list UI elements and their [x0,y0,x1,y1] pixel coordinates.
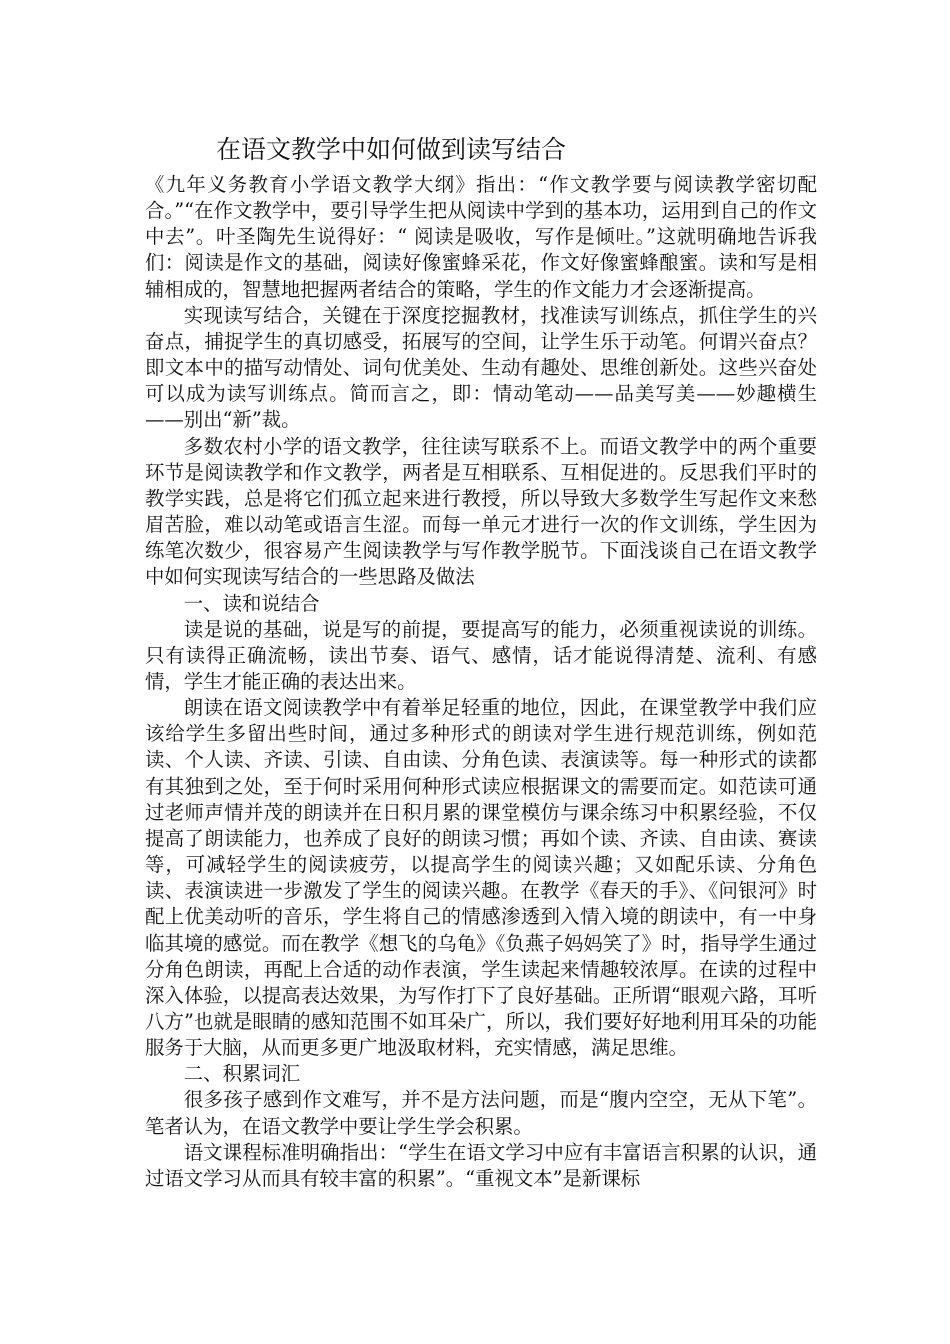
key-points-paragraph: 实现读写结合，关键在于深度挖掘教材，找准读写训练点，抓住学生的兴奋点，捕捉学生的真切感受，拓展写的空间，让学生乐于动笔。何谓兴奋点？即文本中的描写动情处、词句优美处、生动有趣处、思维创新处。这些兴奋处可以成为读写训练点。简而言之，即：情动笔动——品美写美——妙趣横生——别出“新”裁。 [145,303,817,432]
document-title: 在语文教学中如何做到读写结合 [216,135,567,164]
intro-paragraph: 《九年义务教育小学语文教学大纲》指出：“作文教学要与阅读教学密切配合。”“在作文教学中，要引导学生把从阅读中学到的基本功，运用到自己的作文中去”。叶圣陶先生说得好：“ 阅读是吸收，写作是倾吐。”这就明确地告诉我们：阅读是作文的基础，阅读好像蜜蜂采花，作文好像蜜蜂酿蜜。读和写是相辅相成的，智慧地把握两者结合的策略，学生的作文能力才会逐渐提高。 [145,173,817,301]
section2-paragraph-2: 语文课程标准明确指出：“学生在语文学习中应有丰富语言积累的认识，通过语文学习从而具有较丰富的积累”。“重视文本”是新课标 [145,1140,817,1190]
rural-teaching-paragraph: 多数农村小学的语文教学，往往读写联系不上。而语文教学中的两个重要环节是阅读教学和作文教学，两者是互相联系、互相促进的。反思我们平时的教学实践，总是将它们孤立起来进行教授，所以导致大多数学生写起作文来愁眉苦脸，难以动笔或语言生涩。而每一单元才进行一次的作文训练，学生因为练笔次数少，很容易产生阅读教学与写作教学脱节。下面浅谈自己在语文教学中如何实现读写结合的一些思路及做法 [145,434,817,589]
section2-paragraph-1: 很多孩子感到作文难写，并不是方法问题，而是“腹内空空，无从下笔”。笔者认为，在语文教学中要让学生学会积累。 [145,1088,817,1138]
section1-paragraph-1: 读是说的基础，说是写的前提，要提高写的能力，必须重视读说的训练。只有读得正确流畅，读出节奏、语气、感情，话才能说得清楚、流利、有感情，学生才能正确的表达出来。 [145,617,817,693]
section1-paragraph-2: 朗读在语文阅读教学中有着举足轻重的地位，因此，在课堂教学中我们应该给学生多留出些时间，通过多种形式的朗读对学生进行规范训练，例如范读、个人读、齐读、引读、自由读、分角色读、表演读等。每一种形式的读都有其独到之处，至于何时采用何种形式读应根据课文的需要而定。如范读可通过老师声情并茂的朗读并在日积月累的课堂模仿与课余练习中积累经验，不仅提高了朗读能力，也养成了良好的朗读习惯；再如个读、齐读、自由读、赛读等，可减轻学生的阅读疲劳，以提高学生的阅读兴趣；又如配乐读、分角色读、表演读进一步激发了学生的阅读兴趣。在教学《春天的手》、《问银河》时配上优美动听的音乐，学生将自己的情感渗透到入情入境的朗读中，有一中身临其境的感觉。而在教学《想飞的乌龟》《负燕子妈妈笑了》时，指导学生通过分角色朗读，再配上合适的动作表演，学生读起来情趣较浓厚。在读的过程中深入体验，以提高表达效果，为写作打下了良好基础。正所谓“眼观六路，耳听八方”也就是眼睛的感知范围不如耳朵广，所以，我们要好好地利用耳朵的功能服务于大脑，从而更多更广地汲取材料，充实情感，满足思维。 [145,696,817,1060]
section-heading-read-speak: 一、读和说结合 [183,591,320,615]
section-heading-vocabulary: 二、积累词汇 [183,1062,301,1086]
document-body [145,172,817,1192]
